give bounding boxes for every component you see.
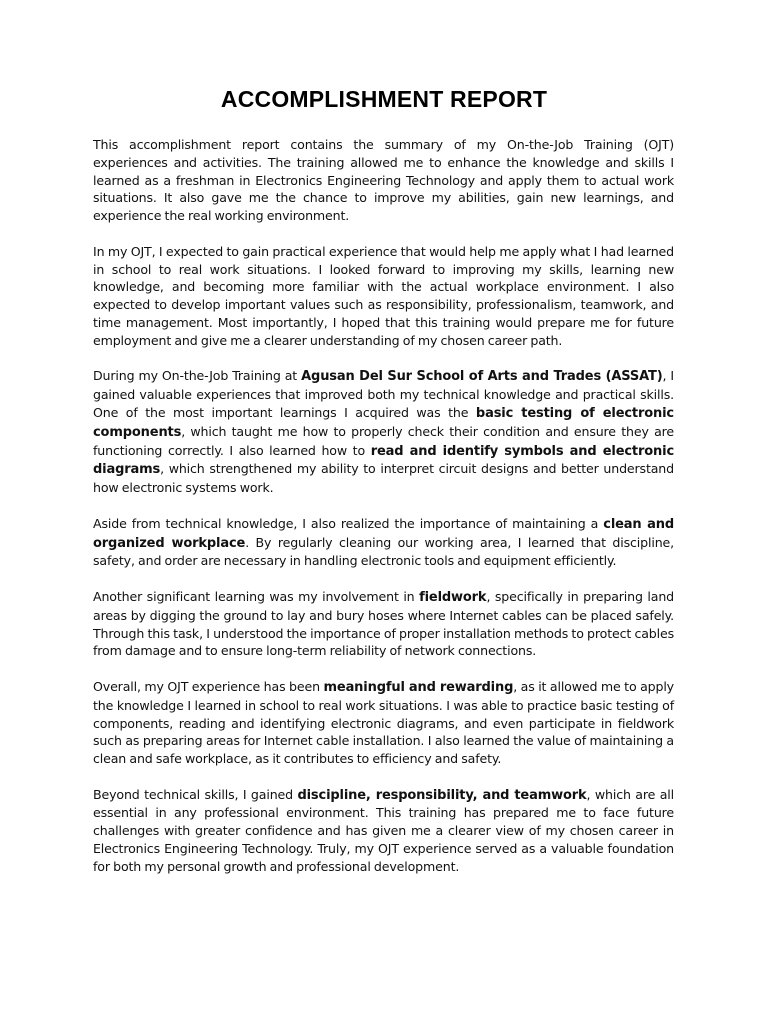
bold-text-run: fieldwork xyxy=(419,589,487,605)
text-run: , which are all essential in any professional environment. This training has prepared me to face future challenges with greater confidence and has given me a clearer view of my chosen career in Electronics Engineering Technology. Truly, my OJT experience served as a valuable foundation for both my personal growth and professional development. xyxy=(93,786,674,874)
bold-text-run: clean and organized workplace xyxy=(93,516,674,551)
text-run: Another significant learning was my involvement in xyxy=(93,588,420,604)
text-run: In my OJT, I expected to gain practical experience that would help me apply what I had learned in school to real work situations. I looked forward to improving my skills, learning new knowledge, and becoming more familiar with the actual workplace environment. I also expected to develop important values such as responsibility, professionalism, teamwork, and time management. Most importantly, I hoped that this training would prepare me for future employment and give me a clearer understanding of my chosen career path. xyxy=(93,243,674,348)
text-run: , which taught me how to properly check their condition and ensure they are functioning correctly. I also learned how to xyxy=(93,423,674,458)
text-run: During my On-the-Job Training at xyxy=(93,368,302,384)
bold-text-run: read and identify symbols and electronic diagrams xyxy=(93,443,674,478)
bold-text-run: discipline, responsibility, and teamwork xyxy=(297,787,587,803)
text-run: , I gained valuable experiences that improved both my technical knowledge and practical skills. One of the most important learnings I acquired was the xyxy=(93,368,674,420)
bold-text-run: meaningful and rewarding xyxy=(323,679,514,695)
paragraph-7 xyxy=(93,786,674,876)
text-run: Beyond technical skills, I gained xyxy=(93,786,298,802)
paragraph-2 xyxy=(93,243,674,350)
text-run: . By regularly cleaning our working area, I learned that discipline, safety, and order are necessary in handling electronic tools and equipment efficiently. xyxy=(93,534,674,569)
text-run: , specifically in preparing land areas by digging the ground to lay and bury hoses where Internet cables can be placed safely. Through this task, I understood the importance of proper installation methods to protect cables from damage and to ensure long-term reliability of network connections. xyxy=(93,588,675,659)
page-title: ACCOMPLISHMENT REPORT xyxy=(220,86,548,112)
bold-text-run: Agusan Del Sur School of Arts and Trades (ASSAT) xyxy=(301,369,663,385)
paragraph-1 xyxy=(93,136,674,225)
text-run: Aside from technical knowledge, I also realized the importance of maintaining a xyxy=(93,515,604,531)
text-run: , which strengthened my ability to interpret circuit designs and better understand how electronic systems work. xyxy=(93,461,674,496)
text-run: , as it allowed me to apply the knowledge I learned in school to real work situations. I was able to practice basic testing of components, reading and identifying electronic diagrams, and even participate in fieldwork such as preparing areas for Internet cable installation. I also learned the value of maintaining a clean and safe workplace, as it contributes to efficiency and safety. xyxy=(93,678,674,767)
paragraph-5 xyxy=(93,588,674,660)
text-run: This accomplishment report contains the summary of my On-the-Job Training (OJT) experiences and activities. The training allowed me to enhance the knowledge and skills I learned as a freshman in Electronics Engineering Technology and apply them to actual work situations. It also gave me the chance to improve my abilities, gain new learnings, and experience the real working environment. xyxy=(93,137,674,224)
paragraph-3 xyxy=(93,367,674,497)
document-body xyxy=(93,136,674,893)
bold-text-run: basic testing of electronic components xyxy=(93,405,674,440)
text-run: Overall, my OJT experience has been xyxy=(93,678,324,694)
paragraph-4 xyxy=(93,515,674,570)
paragraph-6 xyxy=(93,678,674,768)
